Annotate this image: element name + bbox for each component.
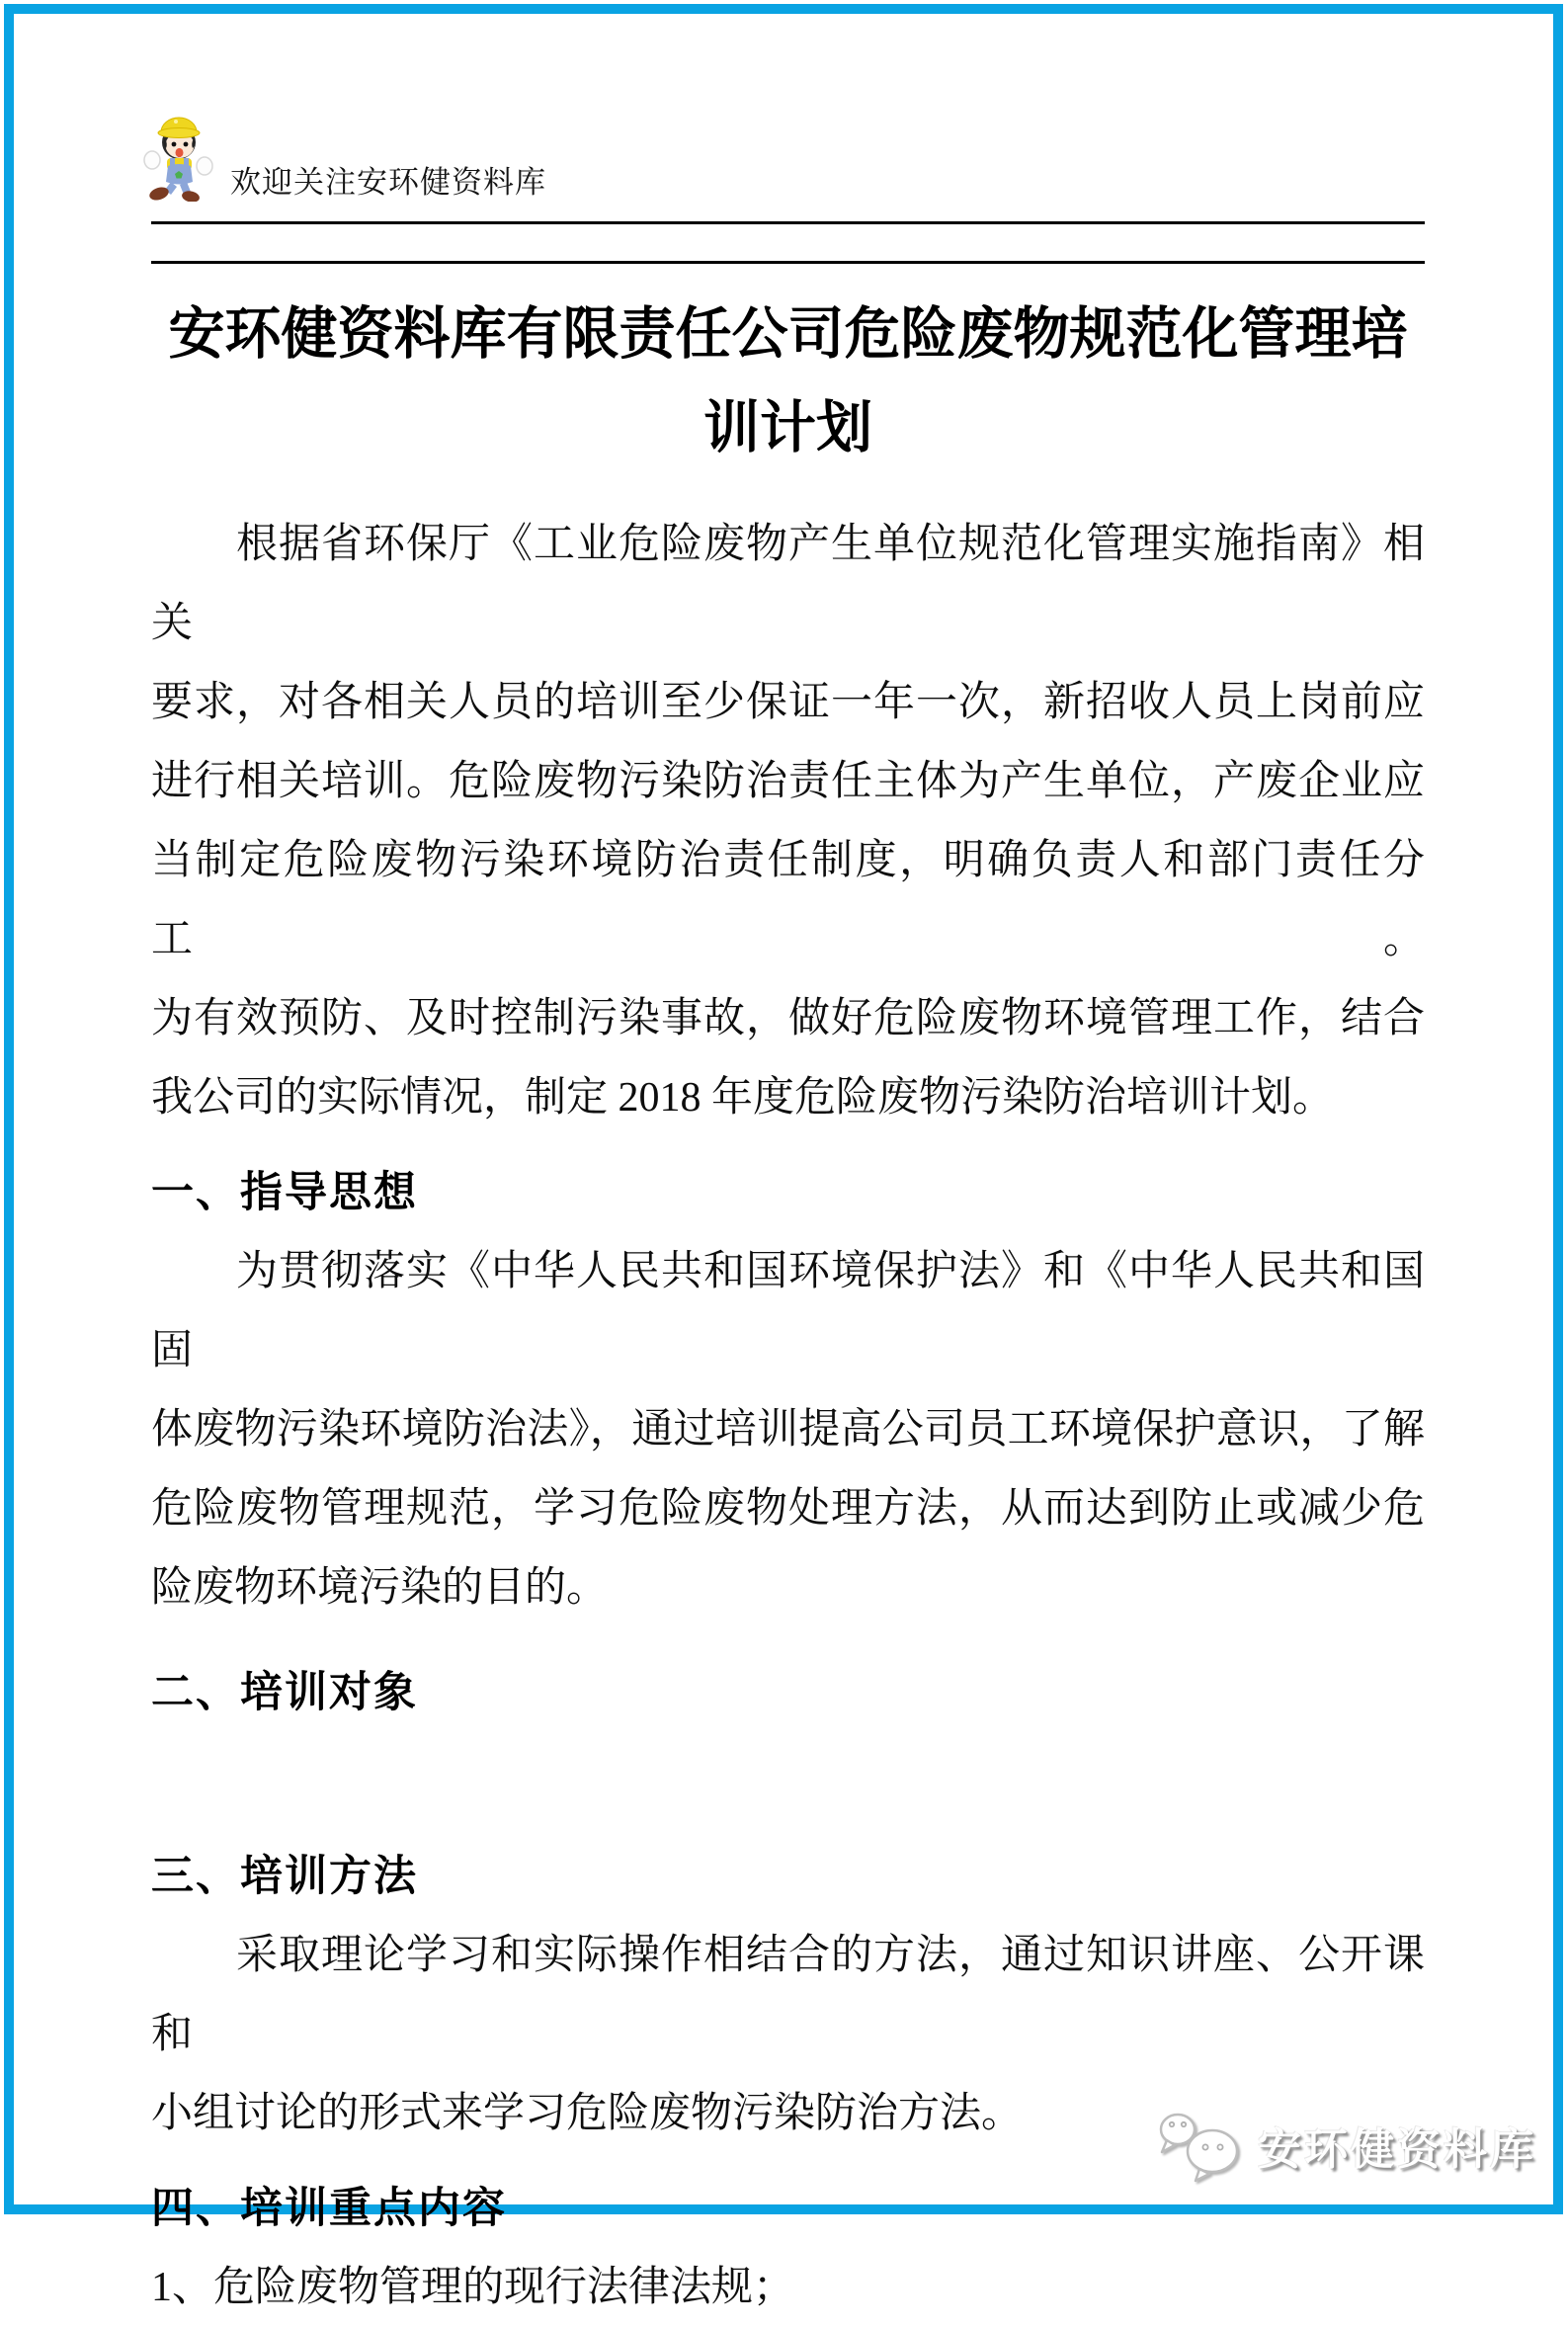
document-title-line-1: 安环健资料库有限责任公司危险废物规范化管理培 [168, 302, 1408, 366]
document-body [151, 505, 1425, 2327]
intro-paragraph-line: 我公司的实际情况，制定 2018 年度危险废物污染防治培训计划。 [151, 1075, 1335, 1121]
section-1-line: 为贯彻落实《中华人民共和国环境保护法》和《中华人民共和国固 [151, 1249, 1425, 1373]
divider-line-bottom [151, 261, 1425, 264]
section-heading-training-method: 三、培训方法 [151, 1853, 418, 1900]
intro-paragraph-line: 当制定危险废物污染环境防治责任制度，明确负责人和部门责任分工。 [151, 838, 1425, 962]
construction-worker-mascot-icon [141, 109, 216, 202]
watermark-brand-text: 安环健资料库 [1258, 2125, 1536, 2174]
numbered-list-item: 1、危险废物管理的现行法律法规； [151, 2265, 795, 2310]
section-1-line: 险废物环境污染的目的。 [151, 1565, 609, 1611]
header-slogan: 欢迎关注安环健资料库 [230, 165, 546, 200]
intro-paragraph-line: 为有效预防、及时控制污染事故，做好危险废物环境管理工作，结合 [151, 996, 1425, 1041]
divider-line-top [151, 221, 1425, 224]
section-heading-training-key-content: 四、培训重点内容 [151, 2185, 507, 2232]
document-title-line-2: 训计划 [703, 396, 872, 459]
section-1-line: 危险废物管理规范，学习危险废物处理方法，从而达到防止或减少危 [151, 1486, 1425, 1532]
page-header [141, 109, 1425, 202]
section-heading-guiding-ideology: 一、指导思想 [151, 1169, 418, 1216]
wechat-icon [1155, 2108, 1246, 2183]
intro-paragraph-line: 进行相关培训。危险废物污染防治责任主体为产生单位，产废企业应 [151, 759, 1425, 804]
section-heading-training-target: 二、培训对象 [151, 1669, 418, 1716]
empty-paragraph [151, 1732, 1425, 1811]
intro-paragraph-line: 根据省环保厅《工业危险废物产生单位规范化管理实施指南》相关 [151, 522, 1425, 646]
section-3-line: 小组讨论的形式来学习危险废物污染防治方法。 [151, 2091, 1024, 2136]
section-3-line: 采取理论学习和实际操作相结合的方法，通过知识讲座、公开课和 [151, 1933, 1425, 2057]
intro-paragraph-line: 要求，对各相关人员的培训至少保证一年一次，新招收人员上岗前应 [151, 680, 1425, 725]
page-content [151, 14, 1425, 2327]
document-title [151, 288, 1425, 475]
footer-watermark [1155, 2108, 1536, 2183]
section-1-line: 体废物污染环境防治法》，通过培训提高公司员工环境保护意识，了解 [151, 1407, 1425, 1453]
